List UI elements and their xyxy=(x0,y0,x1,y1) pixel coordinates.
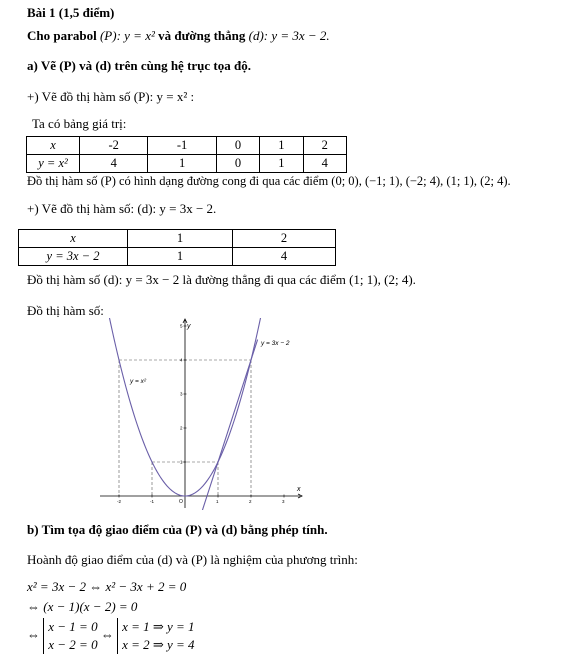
table-cell: 0 xyxy=(216,137,259,155)
system-right-row-1: x = 1 ⇒ y = 1 xyxy=(122,619,195,634)
equation-1: x² = 3x − 2 ⇔ x² − 3x + 2 = 0 xyxy=(27,579,187,594)
equiv-symbol: ⇔ xyxy=(100,626,114,642)
table-cell: 1 xyxy=(148,155,216,173)
table-cell: 2 xyxy=(303,137,346,155)
y-tick-label: 3 xyxy=(180,391,183,397)
problem-heading: Bài 1 (1,5 điểm) xyxy=(27,5,115,20)
graph-caption: Đồ thị hàm số: xyxy=(27,303,104,318)
axis-ticks xyxy=(117,324,285,505)
intro-mid: và đường thẳng xyxy=(158,28,246,43)
equation-2: ⇔ (x − 1)(x − 2) = 0 xyxy=(27,599,138,614)
y-tick-label: 2 xyxy=(180,425,183,431)
table-row xyxy=(19,248,336,266)
table-cell: y = x² xyxy=(27,155,80,173)
intro-line: (d): y = 3x − 2. xyxy=(248,28,330,43)
table-cell: x xyxy=(27,137,80,155)
part-b-title: b) Tìm tọa độ giao điểm của (P) và (d) bằng phép tính. xyxy=(27,522,328,537)
table-cell: 1 xyxy=(128,248,233,266)
y-tick-label: 4 xyxy=(180,357,183,363)
table-cell: 1 xyxy=(260,155,303,173)
origin-label: O xyxy=(179,499,183,505)
system-left-row-2: x − 2 = 0 xyxy=(48,637,98,652)
intersection-intro: Hoành độ giao điểm của (d) và (P) là nghiệm của phương trình: xyxy=(27,552,358,567)
coordinate-axes xyxy=(100,319,302,508)
table-cell: 1 xyxy=(260,137,303,155)
x-tick-label: 2 xyxy=(249,499,252,504)
problem-intro xyxy=(27,28,330,44)
y-axis-label: y xyxy=(187,323,191,330)
line-description: Đồ thị hàm số (d): y = 3x − 2 là đường thẳng đi qua các điểm (1; 1), (2; 4). xyxy=(27,272,416,287)
equation-system xyxy=(27,618,195,654)
table-cell: 2 xyxy=(233,230,336,248)
intro-parabola: (P): y = x² xyxy=(99,28,155,43)
table-row xyxy=(19,230,336,248)
table-cell: -1 xyxy=(148,137,216,155)
part-a-title: a) Vẽ (P) và (d) trên cùng hệ trục tọa độ. xyxy=(27,58,251,73)
table-cell: 0 xyxy=(216,155,259,173)
draw-p-caption: +) Vẽ đồ thị hàm số (P): y = x² : xyxy=(27,89,195,104)
parabola-description: Đồ thị hàm số (P) có hình dạng đường cong đi qua các điểm (0; 0), (−1; 1), (−2; 4), (1; 1), (2; 4). xyxy=(27,174,511,188)
table-cell: 4 xyxy=(233,248,336,266)
x-tick-label: -1 xyxy=(150,499,155,504)
equiv-symbol: ⇔ xyxy=(27,626,40,642)
function-graph xyxy=(100,318,310,510)
value-table-line xyxy=(18,229,336,266)
table-cell: 4 xyxy=(80,155,148,173)
intro-pre: Cho parabol xyxy=(27,28,97,43)
table-cell: y = 3x − 2 xyxy=(19,248,128,266)
table-intro: Ta có bảng giá trị: xyxy=(32,116,127,131)
value-table-parabola xyxy=(26,136,347,173)
y-tick-label: 5 xyxy=(180,323,183,329)
line-label: y = 3x − 2 xyxy=(261,340,290,347)
x-tick-label: 1 xyxy=(216,499,219,504)
y-tick-label: 1 xyxy=(180,459,183,465)
table-cell: -2 xyxy=(80,137,148,155)
table-cell: 4 xyxy=(303,155,346,173)
system-right xyxy=(117,618,194,654)
table-row xyxy=(27,155,347,173)
table-cell: 1 xyxy=(128,230,233,248)
x-tick-label: 3 xyxy=(282,499,285,504)
draw-d-caption: +) Vẽ đồ thị hàm số: (d): y = 3x − 2. xyxy=(27,201,217,216)
parabola-label: y = x² xyxy=(130,378,147,385)
table-cell: x xyxy=(19,230,128,248)
x-axis-label: x xyxy=(297,486,301,493)
table-row xyxy=(27,137,347,155)
system-right-row-2: x = 2 ⇒ y = 4 xyxy=(122,637,195,652)
x-tick-label: -2 xyxy=(117,499,122,504)
system-left-row-1: x − 1 = 0 xyxy=(48,619,98,634)
system-left xyxy=(43,618,97,654)
